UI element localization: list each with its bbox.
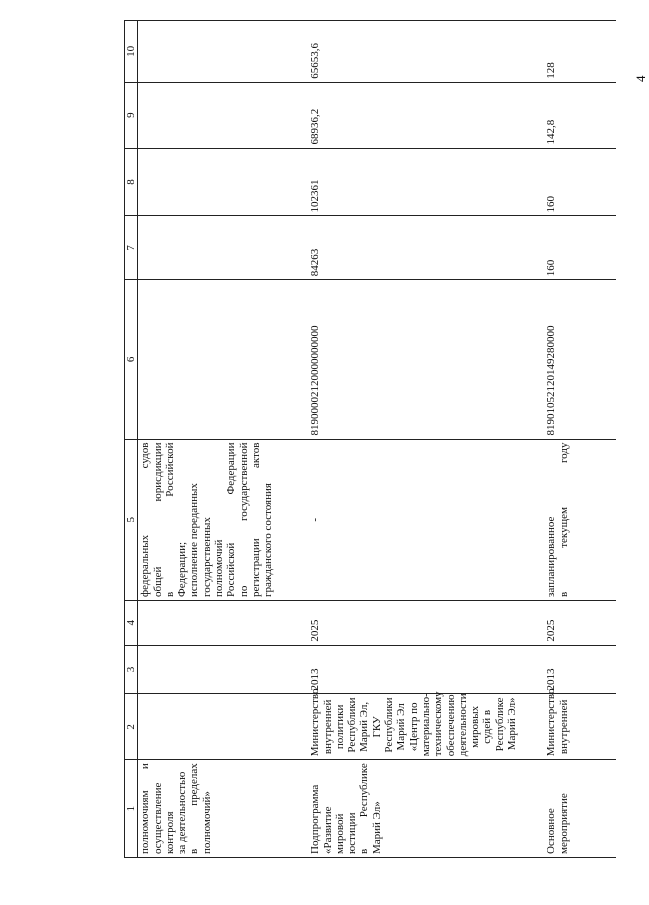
table-row <box>138 21 309 858</box>
text-line: регистрации актов <box>249 442 262 597</box>
text-line: мировых <box>469 705 482 748</box>
text-line: юстиции <box>346 812 359 854</box>
text-line: обеспечению <box>444 694 457 757</box>
text-line: «Центр по <box>407 702 420 752</box>
row3-col7-value: 160 <box>544 216 616 280</box>
text-line: внутренней <box>321 699 334 755</box>
text-line: в пределах <box>188 763 201 854</box>
row1-col5-cell <box>138 439 309 600</box>
text-line: мероприятие <box>557 793 570 854</box>
row3-col10-value: 128 <box>544 21 616 83</box>
row2-start-year: 2013 <box>308 645 544 694</box>
header-col-5: 5 <box>125 439 138 600</box>
row2-col10-value: 65653,6 <box>308 21 544 83</box>
text-line: в Российской <box>163 442 176 597</box>
header-col-7: 7 <box>125 216 138 280</box>
page-number: 4 <box>633 75 648 82</box>
row1-col7-cell <box>138 216 309 280</box>
row3-col5-cell <box>544 439 616 600</box>
row1-col6-cell <box>138 280 309 439</box>
text-line: политики <box>333 704 346 750</box>
text-line: в Республике <box>358 763 371 854</box>
text-line: общей юрисдикции <box>151 442 164 597</box>
text-line: мировой <box>333 813 346 854</box>
header-col-8: 8 <box>125 148 138 216</box>
row1-col2-cell <box>138 694 309 760</box>
table-row <box>308 21 544 858</box>
text-line: федеральных судов <box>139 442 152 597</box>
budget-table <box>124 20 616 858</box>
text-line: техническому <box>432 691 445 757</box>
text-line: Российской Федерации <box>225 442 238 597</box>
row1-col1-cell <box>138 760 309 858</box>
row3-col2-cell <box>544 688 616 760</box>
text-line: Министерство <box>309 688 322 757</box>
text-line: полномочиям и <box>139 763 152 854</box>
text-line: судей в <box>481 709 494 744</box>
row3-col8-value: 160 <box>544 148 616 216</box>
text-line: Республике <box>493 697 506 752</box>
text-line: Федерации; <box>176 541 189 597</box>
row2-col1-cell <box>308 760 544 858</box>
text-line: материально- <box>419 693 432 757</box>
header-col-4: 4 <box>125 600 138 645</box>
text-line: Марий Эл, <box>358 701 371 752</box>
row2-col7-value: 84263 <box>308 216 544 280</box>
row1-col8-cell <box>138 148 309 216</box>
row2-col8-value: 102361 <box>308 148 544 216</box>
row1-col10-cell <box>138 21 309 83</box>
row2-end-year: 2025 <box>308 600 544 645</box>
row1-col4-cell <box>138 600 309 645</box>
text-line: «Развитие <box>321 806 334 854</box>
header-col-1: 1 <box>125 760 138 858</box>
text-line: запланированное <box>545 516 558 597</box>
row3-col1-cell <box>544 760 616 858</box>
text-line: Подпрограмма <box>309 784 322 854</box>
text-line: за деятельностью <box>176 771 189 854</box>
row3-col9-value: 142,8 <box>544 82 616 148</box>
text-line: по государственной <box>237 442 250 597</box>
text-line: государственных <box>200 517 213 597</box>
row2-budget-code: 81900002120000000000 <box>308 280 544 439</box>
text-line: гражданского состояния <box>262 483 275 597</box>
text-line: осуществление <box>151 782 164 854</box>
text-line: деятельности <box>456 693 469 757</box>
row2-col5-value: - <box>308 439 544 600</box>
text-line: Марий Эл» <box>370 801 383 854</box>
text-line: полномочий» <box>200 791 213 854</box>
table-row <box>544 21 616 858</box>
row3-start-year: 2013 <box>544 645 616 694</box>
header-col-2: 2 <box>125 694 138 760</box>
rotated-table-container <box>124 20 619 858</box>
text-line: внутренней <box>557 699 570 755</box>
text-line: Марий Эл» <box>506 697 519 751</box>
row1-col9-cell <box>138 82 309 148</box>
text-line: полномочий <box>213 539 226 597</box>
text-line: ГКУ <box>370 716 383 738</box>
row3-budget-code: 81901052120149280000 <box>544 280 616 439</box>
row2-col2-cell <box>308 688 544 760</box>
text-line: в текущем году <box>557 442 570 597</box>
text-line: Республики <box>383 697 396 753</box>
header-col-6: 6 <box>125 280 138 439</box>
text-line: контроля <box>163 811 176 854</box>
text-line: исполнение переданных <box>188 483 201 597</box>
row3-end-year: 2025 <box>544 600 616 645</box>
text-line: Марий Эл <box>395 703 408 751</box>
text-line: Основное <box>545 808 558 854</box>
header-col-10: 10 <box>125 21 138 83</box>
text-line: Республики <box>346 697 359 753</box>
row2-col9-value: 68936,2 <box>308 82 544 148</box>
header-row <box>125 21 138 858</box>
header-col-9: 9 <box>125 82 138 148</box>
row1-col3-cell <box>138 645 309 694</box>
header-col-3: 3 <box>125 645 138 694</box>
text-line: Министерство <box>545 688 558 757</box>
